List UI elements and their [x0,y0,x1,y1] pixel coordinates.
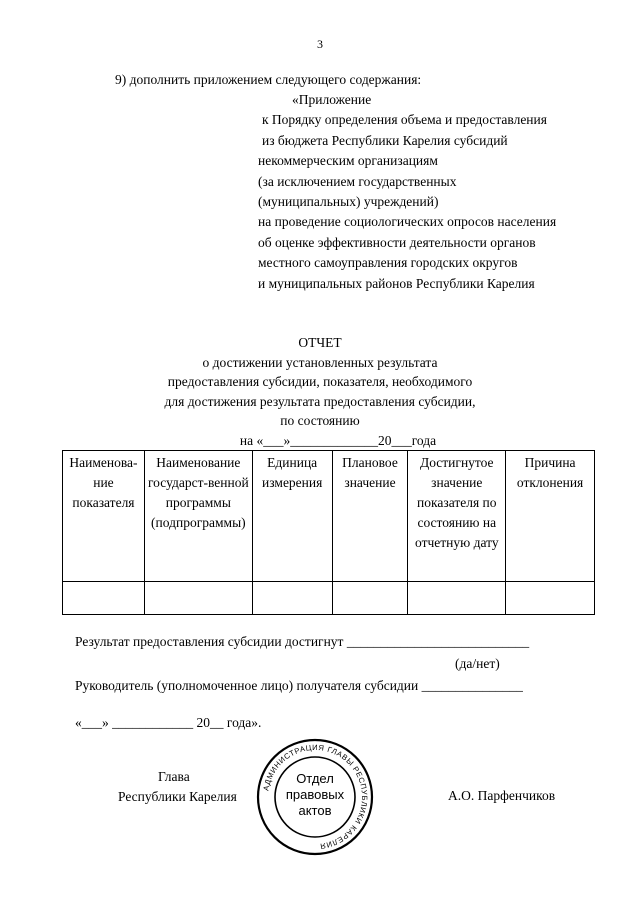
table-cell [63,582,145,615]
appendix-line: местного самоуправления городских округов [258,255,518,271]
table-row [63,582,595,615]
report-subtitle-line: по состоянию [280,413,360,428]
appendix-line: (муниципальных) учреждений) [258,193,439,209]
appendix-line: к Порядку определения объема и предоставления [262,112,547,128]
amendment-text: 9) дополнить приложением следующего содержания: [115,72,422,87]
appendix-line: из бюджета Республики Карелия субсидий [262,132,508,148]
column-header-indicator: Наименова-ние показателя [63,451,145,582]
table-cell [408,582,506,615]
official-stamp [255,737,375,857]
report-title: ОТЧЕТ [298,335,342,350]
stamp-center-line: Отдел [296,771,334,786]
signatory-title-line: Республики Карелия [118,789,237,804]
stamp-center-line: правовых [285,787,345,802]
signatory-name: А.О. Парфенчиков [448,788,556,803]
appendix-line: об оценке эффективности деятельности органов [258,234,536,250]
footer-date-line: «___» ____________ 20__ года». [75,715,262,730]
appendix-line: «Приложение [292,92,372,107]
column-header-reason: Причина отклонения [506,451,595,582]
table-cell [506,582,595,615]
appendix-heading [258,90,556,294]
report-title-block [0,333,640,450]
column-header-achieved: Достигнутое значение показателя по состоянию на отчетную дату [408,451,506,582]
result-achieved-line: Результат предоставления субсидии достигнут ___________________________ [75,634,530,649]
column-header-unit: Единица измерения [252,451,332,582]
appendix-line: (за исключением государственных [258,173,457,189]
appendix-line: на проведение социологических опросов населения [258,214,557,230]
table-cell [144,582,252,615]
report-subtitle-line: предоставления субсидии, показателя, необходимого [167,374,473,389]
report-subtitle-line: для достижения результата предоставления субсидии, [164,393,476,409]
stamp-ring-text: АДМИНИСТРАЦИЯ ГЛАВЫ РЕСПУБЛИКИ КАРЕЛИЯ [261,742,370,851]
table-cell [332,582,408,615]
report-date-line: на «___»_____________20___года [239,432,437,448]
table-header-row [63,451,595,582]
page-number: 3 [317,37,323,51]
report-table [62,450,595,615]
table-cell [252,582,332,615]
report-subtitle-line: о достижении установленных результата [202,354,438,370]
column-header-program: Наименование государст-венной программы (подпрограммы) [144,451,252,582]
stamp-center-line: актов [298,803,332,818]
head-signature-line: Руководитель (уполномоченное лицо) получателя субсидии _______________ [75,678,523,693]
signatory-title-line: Глава [158,769,190,784]
yes-no-hint: (да/нет) [455,656,500,671]
signatory-title [118,767,268,807]
appendix-line: и муниципальных районов Республики Карелия [258,275,535,291]
column-header-planned: Плановое значение [332,451,408,582]
appendix-line: некоммерческим организациям [258,153,438,169]
